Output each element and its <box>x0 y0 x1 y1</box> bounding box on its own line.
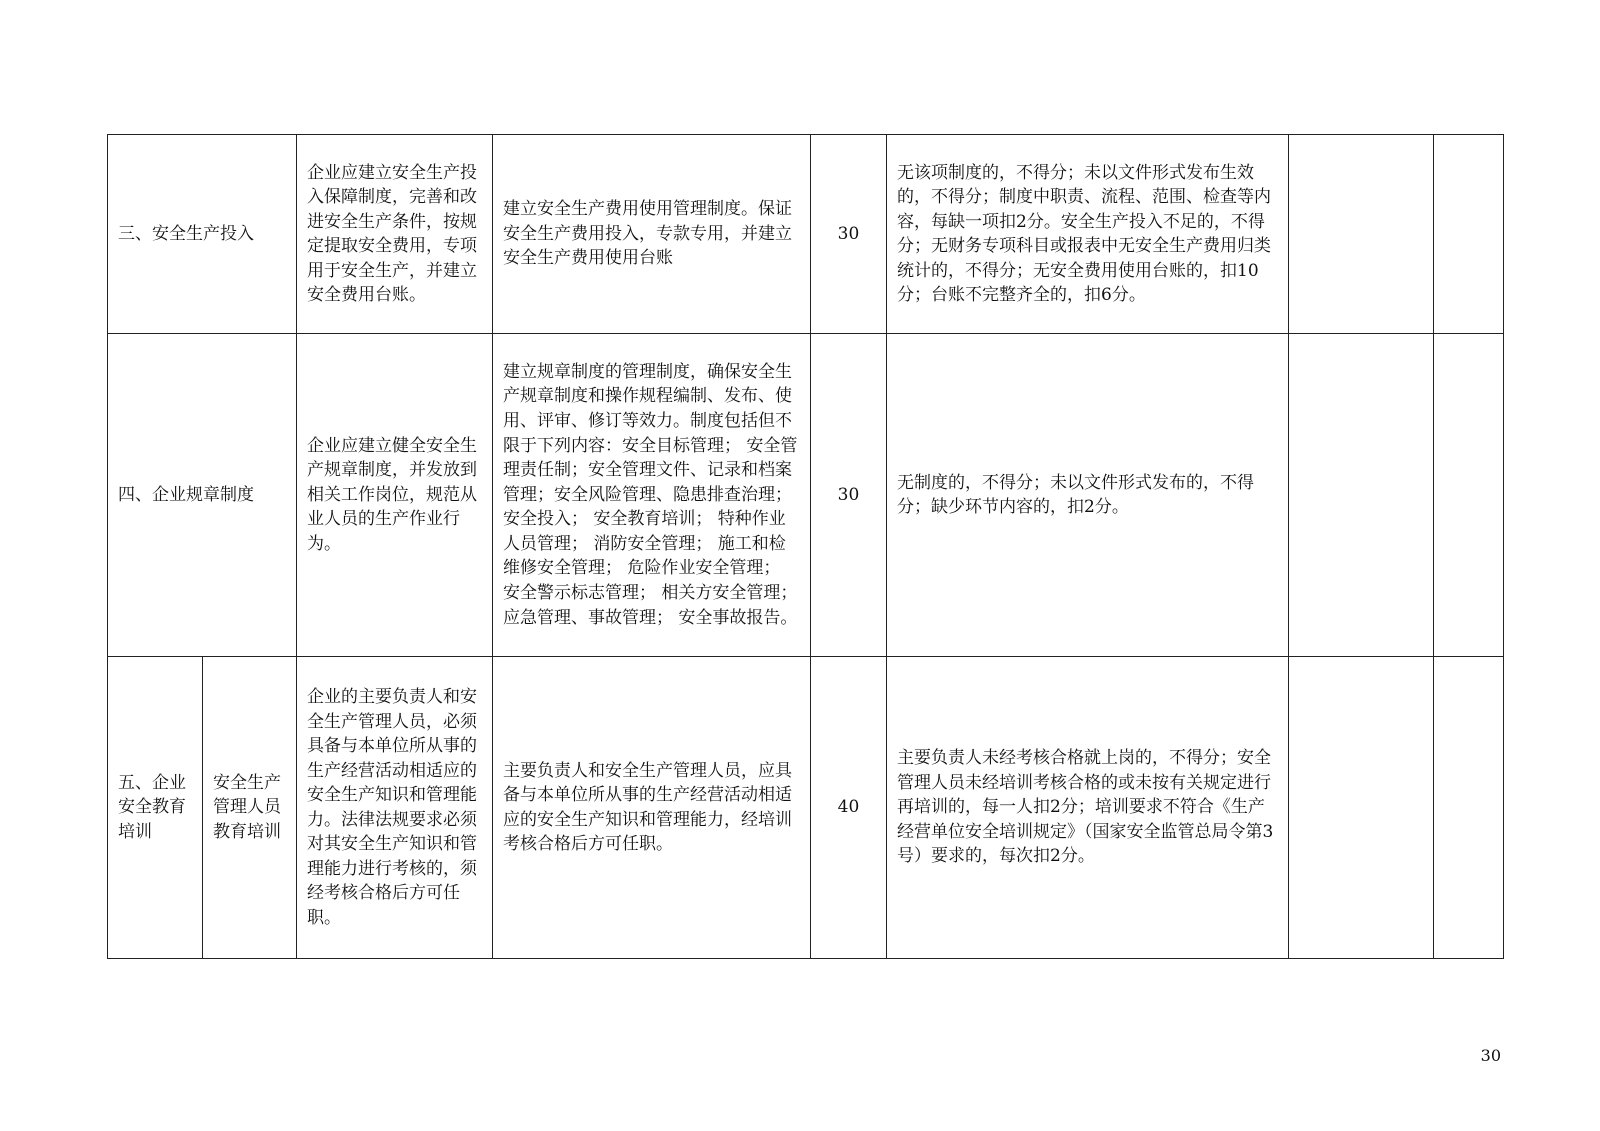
category-cell: 四、企业规章制度 <box>108 334 297 657</box>
blank-cell <box>1289 334 1434 657</box>
score-cell: 30 <box>811 135 887 334</box>
assessment-table <box>107 134 1504 959</box>
method-cell: 主要负责人未经考核合格就上岗的，不得分；安全管理人员未经培训考核合格的或未按有关规定进行再培训的，每一人扣2分；培训要求不符合《生产经营单位安全培训规定》（国家安全监管总局令第3号）要求的，每次扣2分。 <box>887 657 1289 959</box>
score-cell: 30 <box>811 334 887 657</box>
table-row <box>108 334 1504 657</box>
requirement-cell: 企业应建立健全安全生产规章制度，并发放到相关工作岗位，规范从业人员的生产作业行为。 <box>297 334 493 657</box>
page-number: 30 <box>1480 1046 1501 1065</box>
blank-cell <box>1434 657 1504 959</box>
blank-cell <box>1434 334 1504 657</box>
method-cell: 无该项制度的，不得分；未以文件形式发布生效的，不得分；制度中职责、流程、范围、检查等内容，每缺一项扣2分。安全生产投入不足的，不得分；无财务专项科目或报表中无安全生产费用归类统计的，不得分；无安全费用使用台账的，扣10分；台账不完整齐全的，扣6分。 <box>887 135 1289 334</box>
score-cell: 40 <box>811 657 887 959</box>
category-cell: 五、企业安全教育培训 <box>108 657 203 959</box>
content-cell: 主要负责人和安全生产管理人员，应具备与本单位所从事的生产经营活动相适应的安全生产知识和管理能力，经培训考核合格后方可任职。 <box>493 657 811 959</box>
requirement-cell: 企业应建立安全生产投入保障制度，完善和改进安全生产条件，按规定提取安全费用，专项用于安全生产，并建立安全费用台账。 <box>297 135 493 334</box>
content-cell: 建立规章制度的管理制度，确保安全生产规章制度和操作规程编制、发布、使用、评审、修订等效力。制度包括但不限于下列内容：安全目标管理； 安全管理责任制；安全管理文件、记录和档案管理；安全风险管理、隐患排查治理； 安全投入； 安全教育培训； 特种作业人员管理； 消防安全管理； 施工和检维修安全管理； 危险作业安全管理； 安全警示标志管理； 相关方安全管理； 应急管理、事故管理； 安全事故报告。 <box>493 334 811 657</box>
method-cell: 无制度的，不得分；未以文件形式发布的，不得分；缺少环节内容的，扣2分。 <box>887 334 1289 657</box>
subcategory-cell: 安全生产管理人员教育培训 <box>203 657 297 959</box>
table-row <box>108 135 1504 334</box>
content-cell: 建立安全生产费用使用管理制度。保证安全生产费用投入，专款专用，并建立安全生产费用使用台账 <box>493 135 811 334</box>
blank-cell <box>1289 135 1434 334</box>
category-cell: 三、安全生产投入 <box>108 135 297 334</box>
blank-cell <box>1289 657 1434 959</box>
table-row <box>108 657 1504 959</box>
requirement-cell: 企业的主要负责人和安全生产管理人员，必须具备与本单位所从事的生产经营活动相适应的安全生产知识和管理能力。法律法规要求必须对其安全生产知识和管理能力进行考核的，须经考核合格后方可任职。 <box>297 657 493 959</box>
blank-cell <box>1434 135 1504 334</box>
